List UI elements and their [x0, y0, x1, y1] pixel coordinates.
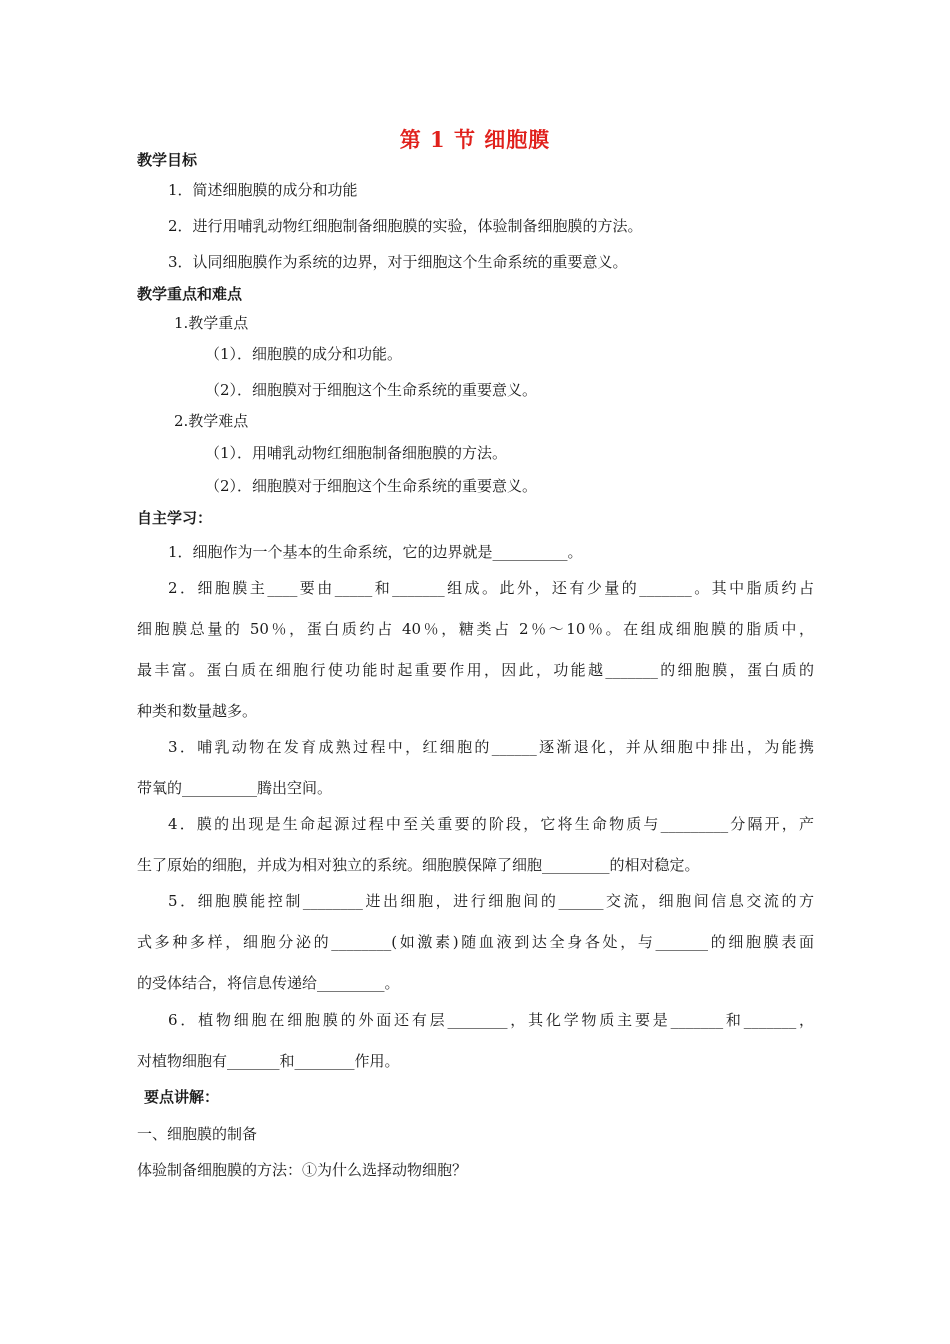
self-study-line: 3．哺乳动物在发育成熟过程中，红细胞的______逐渐退化，并从细胞中排出，为能携	[168, 738, 814, 756]
self-study-line: 种类和数量越多。	[137, 702, 258, 720]
difficulty-item: （2）．细胞膜对于细胞这个生命系统的重要意义。	[205, 477, 538, 495]
self-study-line: 4．膜的出现是生命起源过程中至关重要的阶段，它将生命物质与_________分隔开，产	[168, 815, 814, 833]
self-study-line: 2．细胞膜主____要由_____和_______组成。此外，还有少量的_______。其中脂质约占	[168, 579, 814, 597]
self-study-line: 式多种多样，细胞分泌的________(如激素)随血液到达全身各处，与_______的细胞膜表面	[137, 933, 814, 951]
objective-item: 3．认同细胞膜作为系统的边界，对于细胞这个生命系统的重要意义。	[168, 253, 628, 271]
self-study-line: 6．植物细胞在细胞膜的外面还有层________，其化学物质主要是_______和_______，	[168, 1011, 814, 1029]
key-points-heading: 教学重点和难点	[137, 285, 243, 303]
self-study-line: 对植物细胞有_______和________作用。	[137, 1052, 400, 1070]
section-title: 一、细胞膜的制备	[137, 1125, 258, 1143]
focus-item: （2）．细胞膜对于细胞这个生命系统的重要意义。	[205, 381, 538, 399]
explanation-heading: 要点讲解：	[144, 1088, 220, 1106]
self-study-heading: 自主学习：	[137, 509, 213, 527]
self-study-line: 生了原始的细胞，并成为相对独立的系统。细胞膜保障了细胞_________的相对稳定。	[137, 856, 700, 874]
objective-item: 2．进行用哺乳动物红细胞制备细胞膜的实验，体验制备细胞膜的方法。	[168, 217, 643, 235]
page-title: 第 1 节 细胞膜	[399, 127, 551, 152]
difficulty-label: 2.教学难点	[174, 412, 249, 430]
section-question: 体验制备细胞膜的方法：①为什么选择动物细胞？	[137, 1161, 468, 1179]
self-study-line: 带氧的__________腾出空间。	[137, 779, 333, 797]
self-study-line: 最丰富。蛋白质在细胞行使功能时起重要作用，因此，功能越_______的细胞膜，蛋白质的	[137, 661, 814, 679]
objectives-heading: 教学目标	[137, 151, 198, 169]
focus-label: 1.教学重点	[174, 314, 249, 332]
focus-item: （1）．细胞膜的成分和功能。	[205, 345, 403, 363]
self-study-line: 的受体结合，将信息传递给_________。	[137, 974, 400, 992]
self-study-line: 1．细胞作为一个基本的生命系统，它的边界就是__________。	[168, 543, 583, 561]
self-study-line: 细胞膜总量的 50％，蛋白质约占 40％，糖类占 2％～10％。在组成细胞膜的脂质中，	[137, 620, 814, 638]
difficulty-item: （1）．用哺乳动物红细胞制备细胞膜的方法。	[205, 444, 508, 462]
objective-item: 1．简述细胞膜的成分和功能	[168, 181, 358, 199]
self-study-line: 5．细胞膜能控制________进出细胞，进行细胞间的______交流，细胞间信息交流的方	[168, 892, 814, 910]
